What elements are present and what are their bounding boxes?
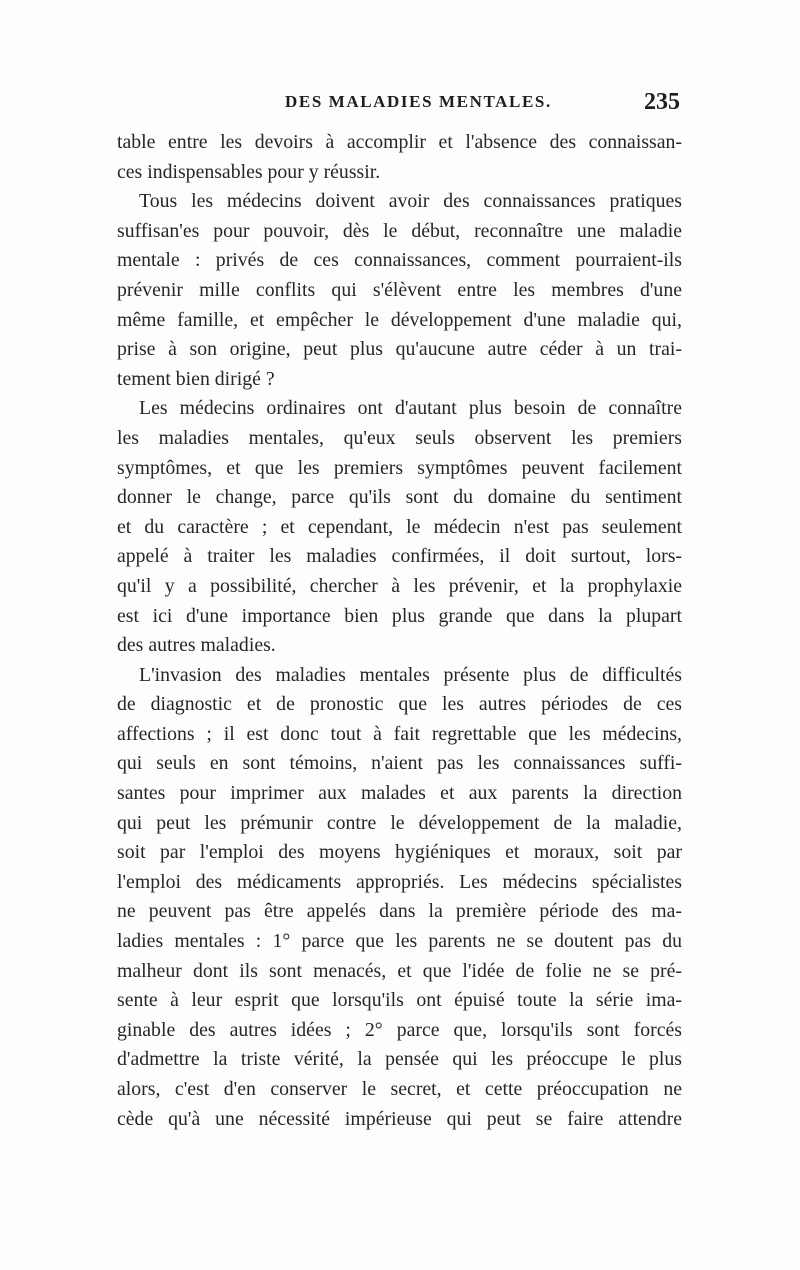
text-line: ladies mentales : 1° parce que les parents ne se doutent pas du [117, 930, 682, 953]
text-line: d'admettre la triste vérité, la pensée qui les préoccupe le plus [117, 1048, 682, 1071]
text-line: qui seuls en sont témoins, n'aient pas les connaissances suffi- [117, 752, 682, 775]
paragraph-start-line: Tous les médecins doivent avoir des connaissances pratiques [139, 190, 682, 213]
text-line: alors, c'est d'en conserver le secret, et cette préoccupation ne [117, 1078, 682, 1100]
text-line: donner le change, parce qu'ils sont du domaine du sentiment [117, 486, 682, 509]
text-line: soit par l'emploi des moyens hygiéniques et moraux, soit par [117, 841, 682, 864]
text-line: prévenir mille conflits qui s'élèvent entre les membres d'une [117, 278, 682, 301]
text-line: ne peuvent pas être appelés dans la première période des ma- [117, 900, 682, 923]
text-line: tement bien dirigé ? [117, 367, 275, 390]
text-line: affections ; il est donc tout à fait regrettable que les médecins, [117, 722, 682, 745]
text-line: les maladies mentales, qu'eux seuls observent les premiers [117, 426, 682, 449]
text-line: est ici d'une importance bien plus grande que dans la plupart [117, 604, 682, 627]
text-line: et du caractère ; et cependant, le médecin n'est pas seulement [117, 515, 682, 538]
text-line: santes pour imprimer aux malades et aux parents la direction [117, 782, 682, 805]
paragraph-start-line: Les médecins ordinaires ont d'autant plus besoin de connaître [139, 397, 682, 420]
text-line: qui peut les prémunir contre le développement de la maladie, [117, 811, 682, 834]
text-line: symptômes, et que les premiers symptômes peuvent facilement [117, 456, 682, 479]
text-line: suffisan'es pour pouvoir, dès le début, reconnaître une maladie [117, 219, 682, 242]
text-line: sente à leur esprit que lorsqu'ils ont épuisé toute la série ima- [117, 989, 682, 1012]
text-line: malheur dont ils sont menacés, et que l'idée de folie ne se pré- [117, 959, 682, 982]
text-line: cède qu'à une nécessité impérieuse qui peut se faire attendre [117, 1107, 682, 1130]
text-line: de diagnostic et de pronostic que les autres périodes de ces [117, 693, 682, 716]
text-line: même famille, et empêcher le développement d'une maladie qui, [117, 308, 682, 331]
text-line: appelé à traiter les maladies confirmées, il doit surtout, lors- [117, 545, 682, 568]
body-text [117, 128, 682, 1134]
text-line: prise à son origine, peut plus qu'aucune autre céder à un trai- [117, 338, 682, 361]
page-number: 235 [644, 89, 680, 115]
text-line: des autres maladies. [117, 634, 276, 657]
text-line: ginable des autres idées ; 2° parce que, lorsqu'ils sont forcés [117, 1018, 682, 1041]
text-line: mentale : privés de ces connaissances, comment pourraient-ils [117, 249, 682, 272]
text-line: table entre les devoirs à accomplir et l'absence des connaissan- [117, 131, 682, 153]
text-line: l'emploi des médicaments appropriés. Les médecins spécialistes [117, 870, 682, 893]
text-line: qu'il y a possibilité, chercher à les prévenir, et la prophylaxie [117, 574, 682, 597]
text-line: ces indispensables pour y réussir. [117, 160, 381, 183]
paragraph-start-line: L'invasion des maladies mentales présente plus de difficultés [139, 663, 682, 686]
running-title: DES MALADIES MENTALES. [285, 92, 552, 111]
page-header [117, 89, 682, 126]
